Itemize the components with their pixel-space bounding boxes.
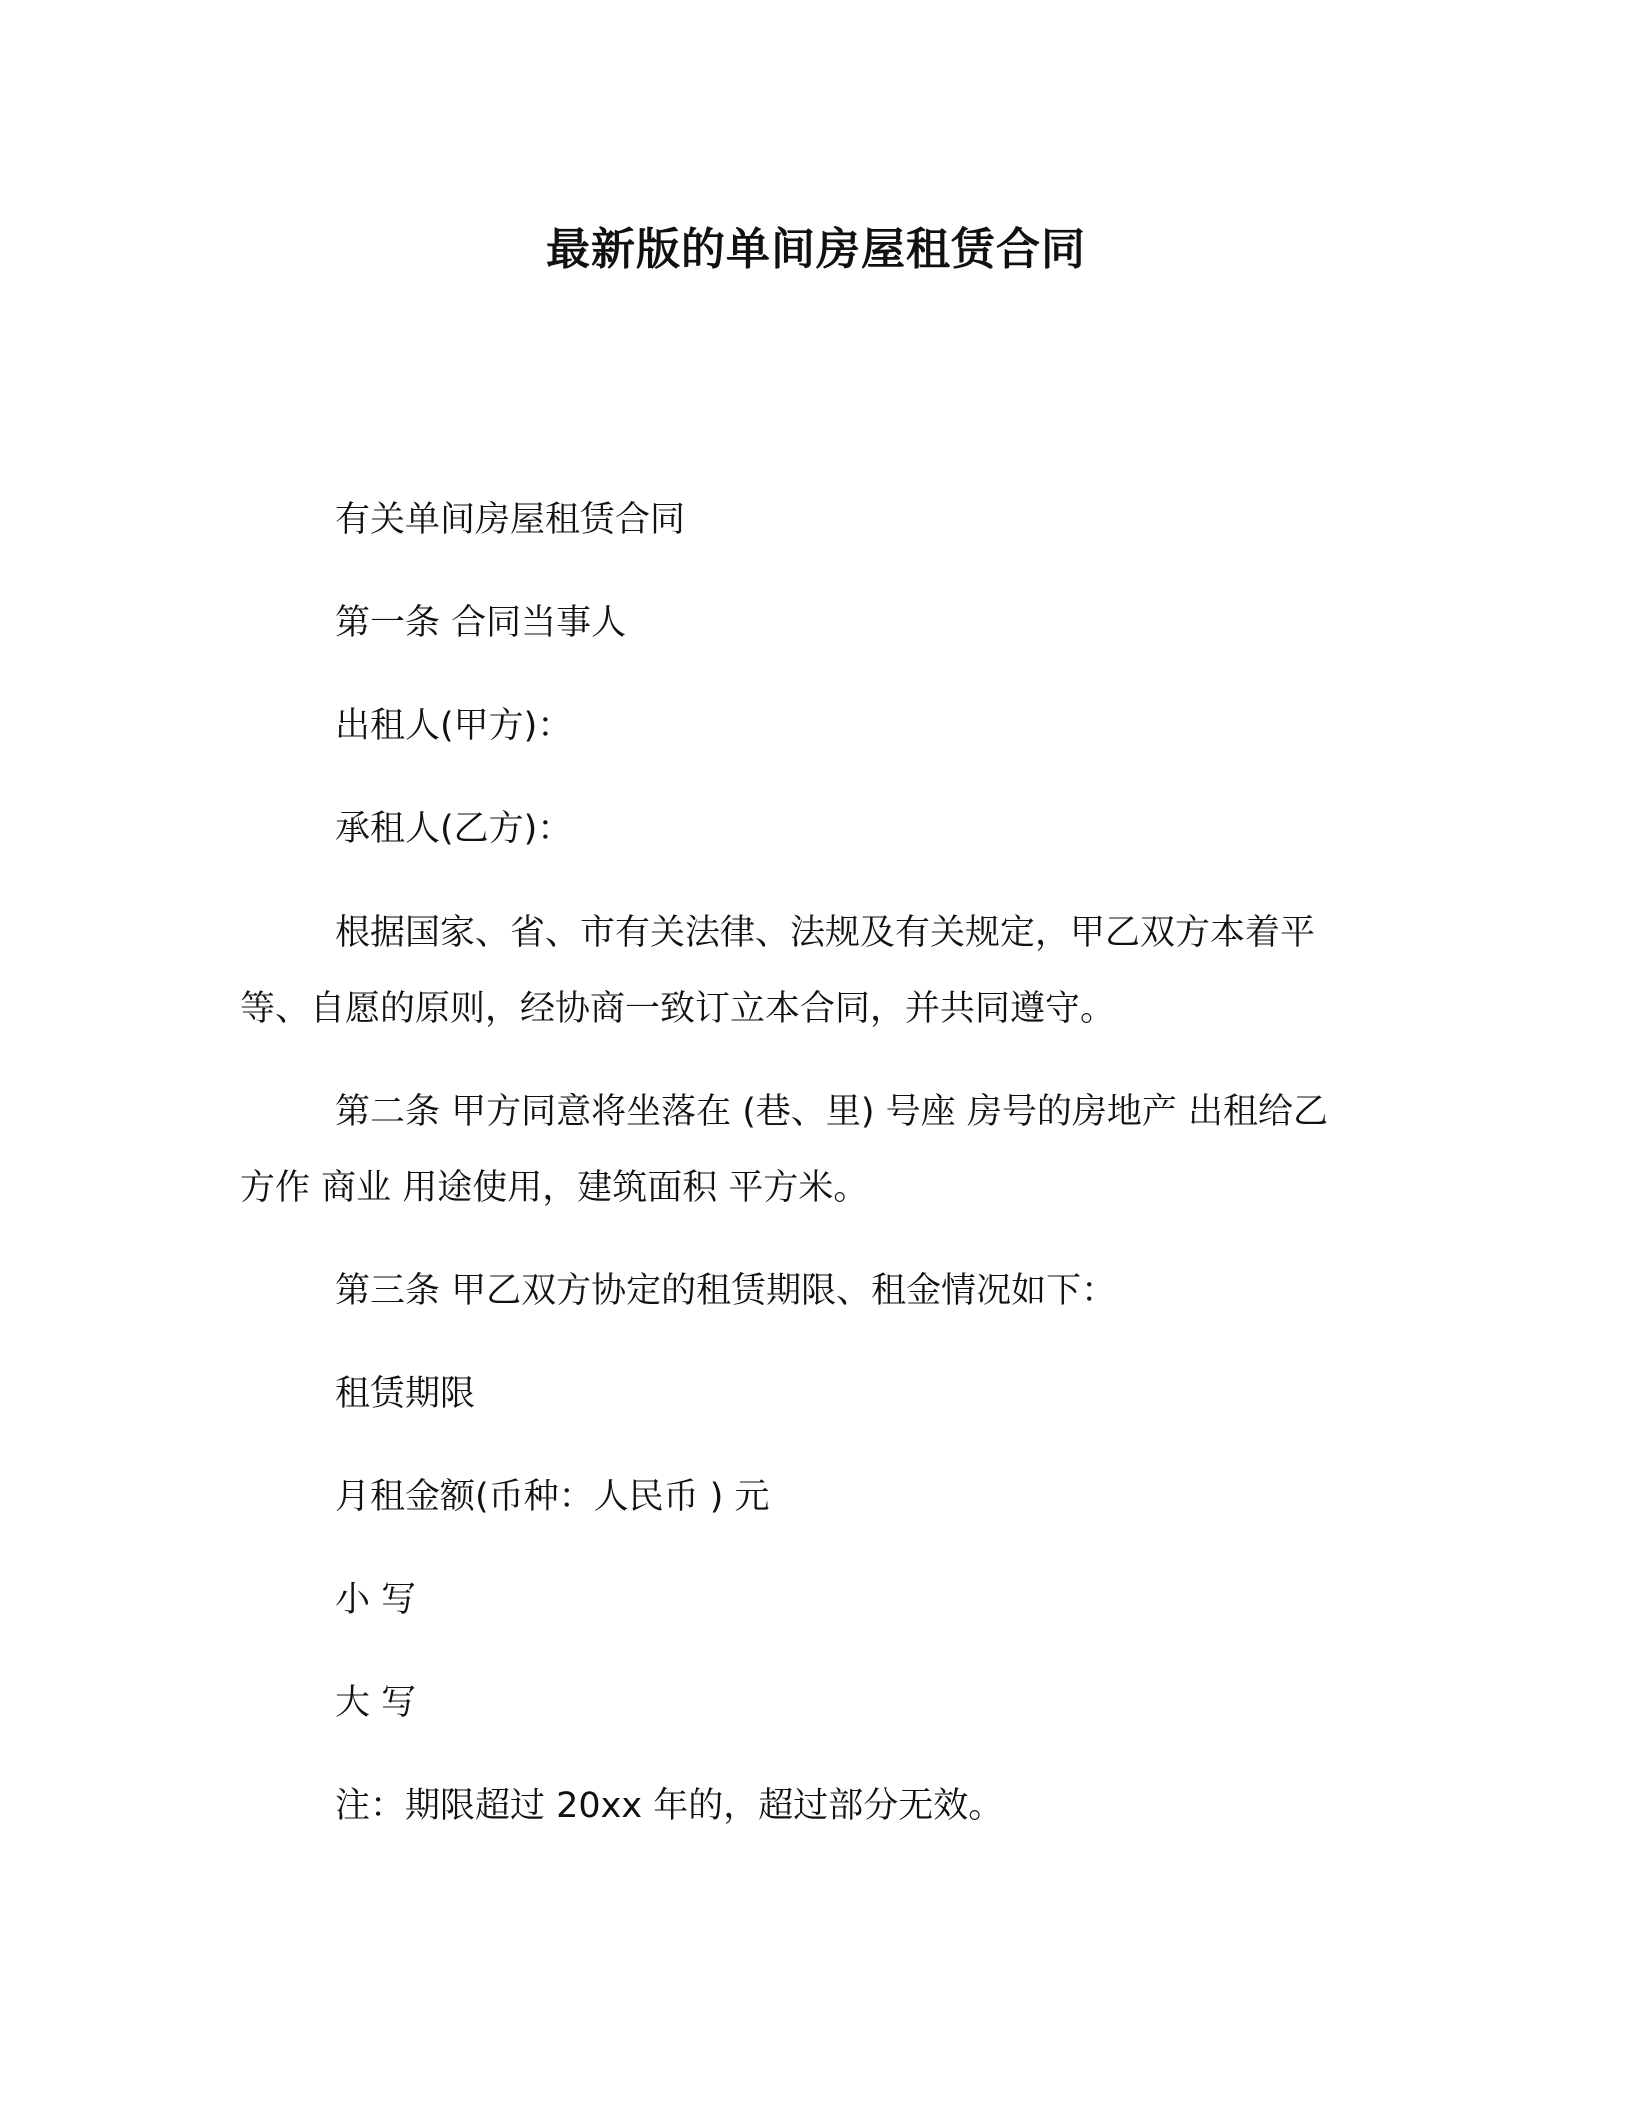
article-two-line-1: 第二条 甲方同意将坐落在 (巷、里) 号座 房号的房地产 出租给乙 — [335, 1092, 1328, 1132]
preamble-line-2: 等、自愿的原则，经协商一致订立本合同，并共同遵守。 — [240, 989, 1116, 1029]
monthly-rent: 月租金额(币种：人民币 ) 元 — [335, 1477, 770, 1517]
paragraph-heading: 有关单间房屋租赁合同 — [335, 500, 686, 540]
lessee-party-b: 承租人(乙方)： — [335, 809, 573, 849]
article-one-heading: 第一条 合同当事人 — [335, 603, 627, 643]
article-three-heading: 第三条 甲乙双方协定的租赁期限、租金情况如下： — [335, 1271, 1117, 1311]
article-two-line-2: 方作 商业 用途使用，建筑面积 平方米。 — [240, 1168, 869, 1208]
amount-in-figures: 小 写 — [335, 1580, 417, 1620]
lease-term: 租赁期限 — [335, 1374, 476, 1414]
document-title: 最新版的单间房屋租赁合同 — [546, 224, 1086, 275]
term-note: 注：期限超过 20xx 年的，超过部分无效。 — [335, 1786, 1004, 1826]
lessor-party-a: 出租人(甲方)： — [335, 706, 573, 746]
preamble-line-1: 根据国家、省、市有关法律、法规及有关规定，甲乙双方本着平 — [335, 913, 1316, 953]
amount-in-words: 大 写 — [335, 1683, 417, 1723]
